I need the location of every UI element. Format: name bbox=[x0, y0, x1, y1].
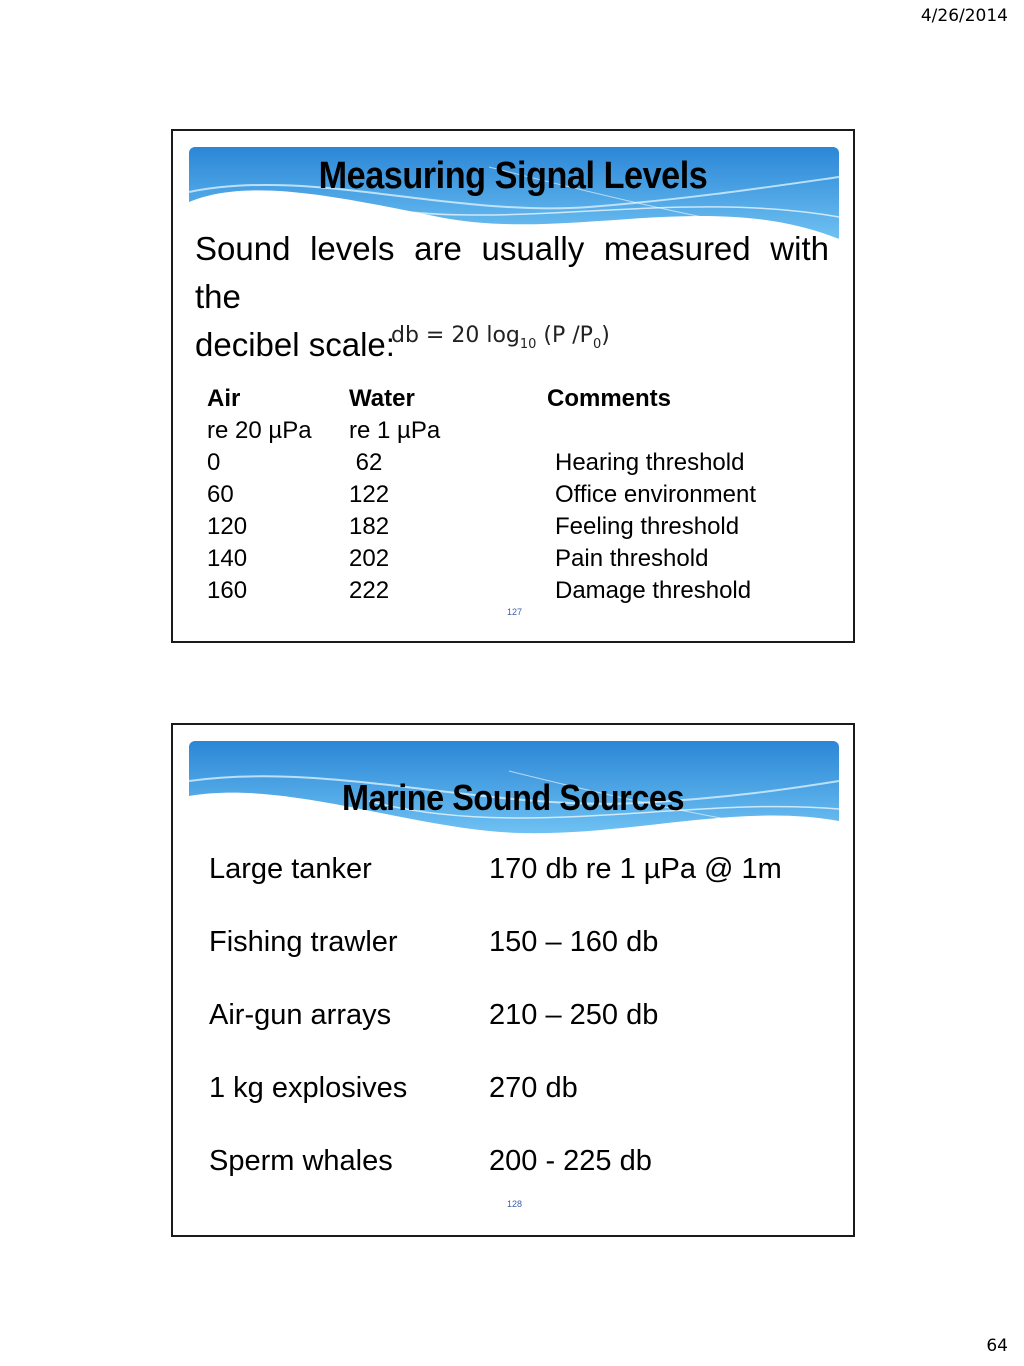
column-header-water: Water bbox=[349, 385, 415, 412]
cell-comment: Pain threshold bbox=[555, 545, 709, 572]
list-item bbox=[209, 1072, 829, 1145]
page-date: 4/26/2014 bbox=[920, 6, 1008, 26]
list-item bbox=[209, 853, 829, 926]
list-item bbox=[209, 999, 829, 1072]
list-item bbox=[209, 926, 829, 999]
source-name: Fishing trawler bbox=[209, 926, 398, 958]
source-name: Large tanker bbox=[209, 853, 372, 885]
slide-number: 128 bbox=[507, 1199, 523, 1209]
cell-water: 182 bbox=[349, 513, 390, 540]
cell-water: 62 bbox=[349, 449, 383, 476]
sound-source-list bbox=[209, 853, 829, 1218]
unit-air: re 20 µPa bbox=[207, 417, 312, 444]
cell-air: 60 bbox=[207, 481, 234, 508]
column-header-air: Air bbox=[207, 385, 241, 412]
source-level: 210 – 250 db bbox=[489, 999, 659, 1031]
column-header-comments: Comments bbox=[547, 385, 672, 412]
intro-line: decibel scale: bbox=[195, 326, 395, 363]
table-units-row bbox=[207, 415, 807, 447]
source-name: 1 kg explosives bbox=[209, 1072, 408, 1104]
intro-line: Sound levels are usually measured with the bbox=[195, 230, 829, 315]
cell-air: 140 bbox=[207, 545, 248, 572]
table-row bbox=[207, 511, 807, 543]
source-level: 150 – 160 db bbox=[489, 926, 659, 958]
slide-marine-sound-sources bbox=[171, 723, 855, 1237]
cell-comment: Office environment bbox=[555, 481, 756, 508]
cell-comment: Hearing threshold bbox=[555, 449, 745, 476]
unit-water: re 1 µPa bbox=[349, 417, 441, 444]
cell-comment: Feeling threshold bbox=[555, 513, 740, 540]
source-level: 170 db re 1 µPa @ 1m bbox=[489, 853, 782, 885]
cell-air: 160 bbox=[207, 577, 248, 604]
slide-title: Measuring Signal Levels bbox=[318, 155, 708, 197]
source-level: 270 db bbox=[489, 1072, 578, 1104]
table-header bbox=[207, 383, 807, 415]
page-number: 64 bbox=[986, 1336, 1008, 1356]
slide-measuring-signal-levels bbox=[171, 129, 855, 643]
table-row bbox=[207, 479, 807, 511]
source-name: Sperm whales bbox=[209, 1145, 393, 1177]
source-name: Air-gun arrays bbox=[209, 999, 392, 1031]
slide-title: Marine Sound Sources bbox=[341, 777, 685, 818]
table-row bbox=[207, 575, 807, 607]
table-row bbox=[207, 543, 807, 575]
source-level: 200 - 225 db bbox=[489, 1145, 652, 1177]
cell-water: 122 bbox=[349, 481, 390, 508]
cell-air: 0 bbox=[207, 449, 221, 476]
cell-water: 202 bbox=[349, 545, 390, 572]
table-row bbox=[207, 447, 807, 479]
cell-water: 222 bbox=[349, 577, 390, 604]
slide-number: 127 bbox=[507, 607, 523, 617]
cell-air: 120 bbox=[207, 513, 248, 540]
decibel-formula: db = 20 $\log_{10} (P$ $/P_0$) bbox=[391, 323, 610, 352]
cell-comment: Damage threshold bbox=[555, 577, 752, 604]
decibel-table bbox=[207, 383, 807, 607]
